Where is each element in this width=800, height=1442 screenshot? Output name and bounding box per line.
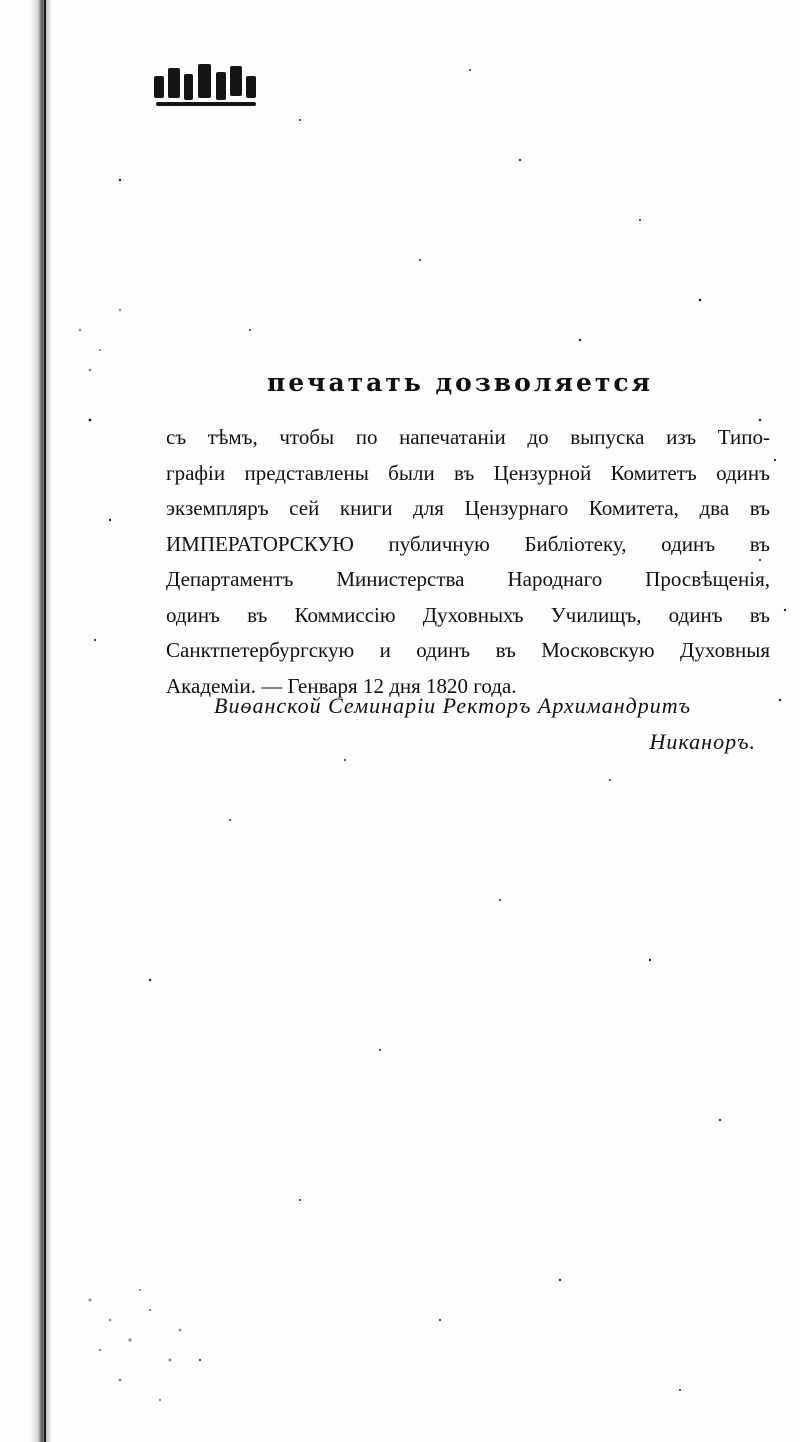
text-line: экземпляръ сей книги для Цензурнаго Комитета, два въ: [166, 496, 770, 520]
text-line: съ тѣмъ, чтобы по напечатаніи до выпуска изъ Типо-: [166, 425, 770, 449]
text-line: графіи представлены были въ Цензурной Комитетъ одинъ: [166, 460, 770, 485]
signature-title: Виѳанской Семинаріи Ректоръ Архимандритъ: [214, 693, 692, 718]
text-line: Академіи. — Генваря 12 дня 1820 года.: [166, 673, 517, 698]
library-stamp: [150, 58, 270, 114]
signature-name: Никаноръ.: [649, 729, 756, 754]
signature-block: [166, 688, 766, 760]
censorship-text: [166, 420, 770, 704]
text-line: Департаментъ Министерства Народнаго Просвѣщенія,: [166, 567, 770, 591]
text-line: ИМПЕРАТОРСКУЮ публичную Библіотеку, одинъ въ: [166, 531, 770, 556]
text-line: одинъ въ Коммиссію Духовныхъ Училищъ, одинъ въ: [166, 602, 770, 627]
permission-heading: печатать дозволяется: [266, 368, 654, 397]
text-line: Санктпетербургскую и одинъ въ Московскую Духовныя: [166, 638, 770, 662]
